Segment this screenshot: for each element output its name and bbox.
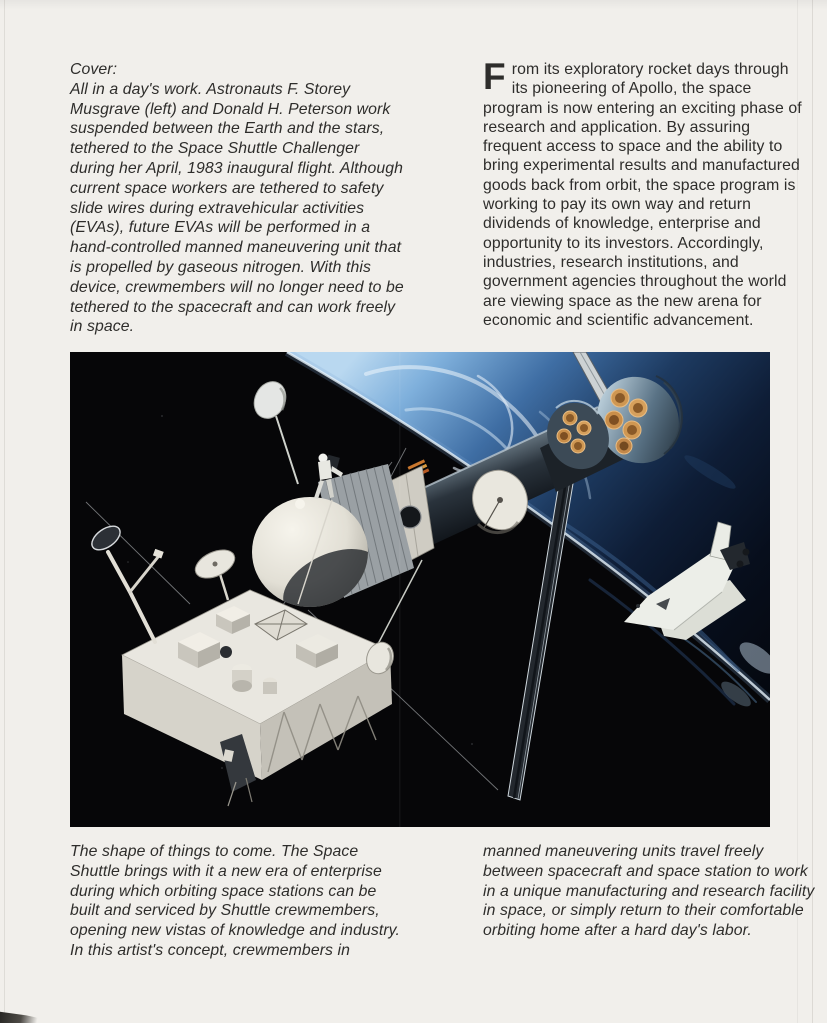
scan-crease (399, 352, 401, 827)
space-art-canvas (70, 352, 770, 827)
caption-right: manned maneuvering units travel freely between spacecraft and space station to work in a unique manufacturing and research facility in space, or simply return to their comfortable orbiting home after a hard day's labor. (483, 843, 815, 940)
caption-left: The shape of things to come. The Space Shuttle brings with it a new era of enterprise during which orbiting space stations can be built and serviced by Shuttle crewmembers, opening new vistas of knowledge and industry. In this artist's concept, crewmembers in (70, 843, 401, 959)
page-left-crease (4, 0, 5, 1023)
cover-note (70, 60, 404, 337)
space-station-artwork (70, 352, 770, 827)
intro-body: rom its exploratory rocket days through its pioneering of Apollo, the space program is now entering an exciting phase of research and application. By assuring frequent access to space and the ability to bring experimental results and manufactured goods back from orbit, the space program is working to pay its own way and return dividends of knowledge, enterprise and opportunity to its investors. Accordingly, industries, research institutions, and government agencies throughout the world are viewing space as the new arena for economic and scientific advancement. (483, 61, 802, 329)
page-top-shadow (0, 0, 827, 10)
cover-note-label: Cover: (70, 61, 118, 78)
page-corner-mark (0, 1007, 48, 1023)
intro-paragraph (483, 56, 809, 330)
cover-note-body: All in a day's work. Astronauts F. Storey Musgrave (left) and Donald H. Peterson work suspended between the Earth and the stars, tethered to the Space Shuttle Challenger during her April, 1983 inaugural flight. Although current space workers are tethered to safety slide wires during extravehicular activities (EVAs), future EVAs will be performed in a hand-controlled manned maneuvering unit that is propelled by gaseous nitrogen. With this device, crewmembers will no longer need to be tethered to the spacecraft and can work freely in space. (70, 80, 404, 336)
drop-cap: F (483, 56, 506, 97)
